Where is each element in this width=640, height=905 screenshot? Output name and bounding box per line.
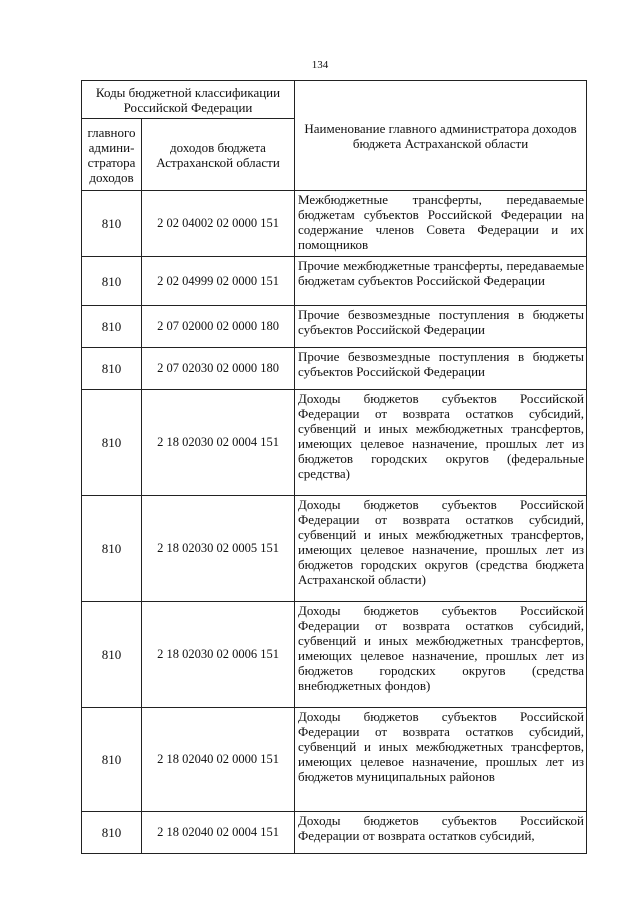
admin-code-cell: 810 (82, 496, 142, 602)
admin-code-cell: 810 (82, 602, 142, 708)
header-codes-group: Коды бюджетной классификации Российской Федерации (82, 81, 295, 119)
admin-code-cell: 810 (82, 390, 142, 496)
admin-code-cell: 810 (82, 812, 142, 854)
income-code-cell: 2 18 02030 02 0005 151 (142, 496, 295, 602)
admin-code-cell: 810 (82, 191, 142, 257)
table-row (82, 390, 587, 496)
income-name-cell: Доходы бюджетов субъектов Российской Федерации от возврата остатков субсидий, (295, 812, 587, 854)
table-row (82, 602, 587, 708)
table-row (82, 191, 587, 257)
income-code-cell: 2 18 02030 02 0004 151 (142, 390, 295, 496)
admin-code-cell: 810 (82, 708, 142, 812)
income-name-cell: Прочие межбюджетные трансферты, передаваемые бюджетам субъектов Российской Федерации (295, 257, 587, 306)
income-code-cell: 2 18 02040 02 0004 151 (142, 812, 295, 854)
admin-code-cell: 810 (82, 306, 142, 348)
header-admin-code: главного админи- стратора доходов (82, 119, 142, 191)
table-row (82, 348, 587, 390)
table-row (82, 708, 587, 812)
income-code-cell: 2 02 04002 02 0000 151 (142, 191, 295, 257)
income-name-cell: Прочие безвозмездные поступления в бюджеты субъектов Российской Федерации (295, 348, 587, 390)
income-name-cell: Доходы бюджетов субъектов Российской Федерации от возврата остатков субсидий, субвенций и иных межбюджетных трансфертов, имеющих целевое назначение, прошлых лет из бюджетов городских округов (федеральные средства) (295, 390, 587, 496)
budget-classification-table (81, 80, 587, 854)
table-row (82, 257, 587, 306)
income-name-cell: Доходы бюджетов субъектов Российской Федерации от возврата остатков субсидий, субвенций и иных межбюджетных трансфертов, имеющих целевое назначение, прошлых лет из бюджетов городских округов (средства внебюджетных фондов) (295, 602, 587, 708)
income-code-cell: 2 18 02040 02 0000 151 (142, 708, 295, 812)
table-row (82, 306, 587, 348)
header-income-code: доходов бюджета Астраханской области (142, 119, 295, 191)
income-code-cell: 2 02 04999 02 0000 151 (142, 257, 295, 306)
income-code-cell: 2 18 02030 02 0006 151 (142, 602, 295, 708)
admin-code-cell: 810 (82, 348, 142, 390)
income-name-cell: Межбюджетные трансферты, передаваемые бюджетам субъектов Российской Федерации на содержание членов Совета Федерации и их помощников (295, 191, 587, 257)
income-name-cell: Прочие безвозмездные поступления в бюджеты субъектов Российской Федерации (295, 306, 587, 348)
income-code-cell: 2 07 02030 02 0000 180 (142, 348, 295, 390)
income-name-cell: Доходы бюджетов субъектов Российской Федерации от возврата остатков субсидий, субвенций и иных межбюджетных трансфертов, имеющих целевое назначение, прошлых лет из бюджетов муниципальных районов (295, 708, 587, 812)
page-number: 134 (311, 59, 329, 71)
income-name-cell: Доходы бюджетов субъектов Российской Федерации от возврата остатков субсидий, субвенций и иных межбюджетных трансфертов, имеющих целевое назначение, прошлых лет из бюджетов городских округов (средства бюджета Астраханской области) (295, 496, 587, 602)
table-row (82, 496, 587, 602)
income-code-cell: 2 07 02000 02 0000 180 (142, 306, 295, 348)
table-row (82, 812, 587, 854)
admin-code-cell: 810 (82, 257, 142, 306)
header-administrator-name: Наименование главного администратора доходов бюджета Астраханской области (295, 81, 587, 191)
